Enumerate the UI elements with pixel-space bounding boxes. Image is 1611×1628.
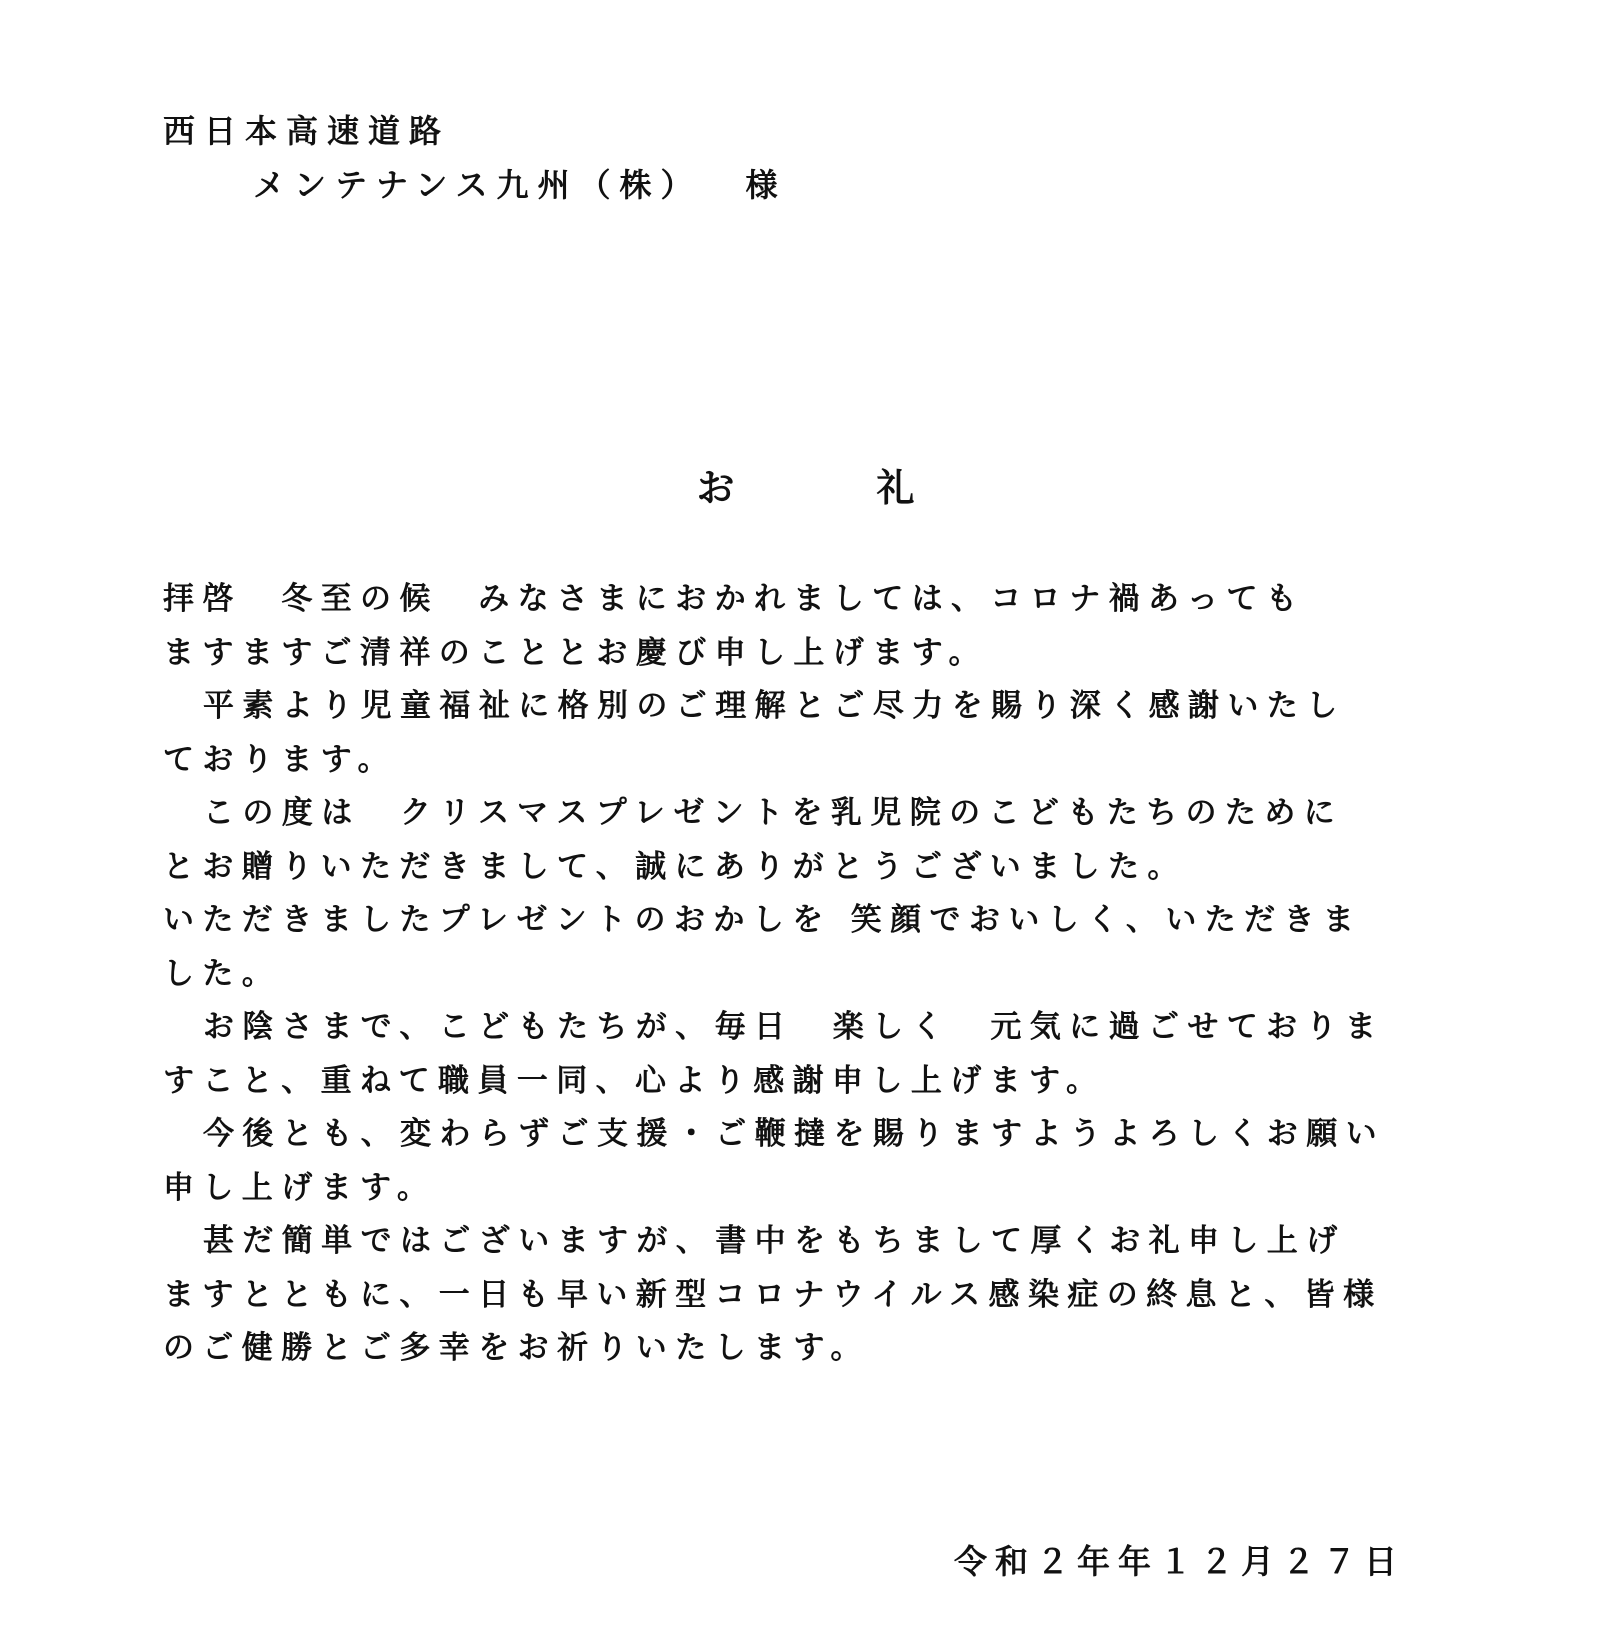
body-line: とお贈りいただきまして、誠にありがとうございました。 xyxy=(163,848,1187,885)
body-line: いただきましたプレゼントのおかしを 笑顔でおいしく、いただきま xyxy=(163,902,1363,938)
addressee-block xyxy=(163,104,786,212)
addressee-company: 西日本高速道路 xyxy=(163,112,451,150)
body-line: すこと、重ねて職員一同、心より感謝申し上げます。 xyxy=(163,1062,1106,1099)
letter-date: 令和２年年１２月２７日 xyxy=(954,1542,1405,1581)
body-line: ますとともに、一日も早い新型コロナウイルス感染症の終息と、皆様 xyxy=(163,1276,1383,1313)
body-line: お陰さまで、こどもたちが、毎日 楽しく 元気に過ごせておりま xyxy=(203,1009,1385,1045)
body-line: ております。 xyxy=(163,741,397,778)
body-line: ますますご清祥のこととお慶び申し上げます。 xyxy=(163,634,988,671)
body-line: のご健勝とご多幸をお祈りいたします。 xyxy=(163,1330,870,1366)
addressee-division-name: メンテナンス九州（株） xyxy=(253,166,702,204)
letter-title: お 礼 xyxy=(696,465,967,510)
body-line: 甚だ簡単ではございますが、書中をもちまして厚くお礼申し上げ xyxy=(203,1223,1346,1259)
body-line: 今後とも、変わらずご支援・ご鞭撻を賜りますようよろしくお願い xyxy=(203,1116,1385,1152)
body-line: 申し上げます。 xyxy=(163,1169,437,1206)
addressee-division xyxy=(163,158,786,212)
body-line: この度は クリスマスプレゼントを乳児院のこどもたちのために xyxy=(203,795,1344,831)
body-line: 平素より児童福祉に格別のご理解とご尽力を賜り深く感謝いたし xyxy=(203,688,1346,724)
body-line: 拝啓 冬至の候 みなさまにおかれましては、コロナ禍あっても xyxy=(163,581,1306,617)
addressee-honorific: 様 xyxy=(745,166,787,204)
body-line: した。 xyxy=(163,955,282,992)
letter-body xyxy=(163,573,1433,1376)
